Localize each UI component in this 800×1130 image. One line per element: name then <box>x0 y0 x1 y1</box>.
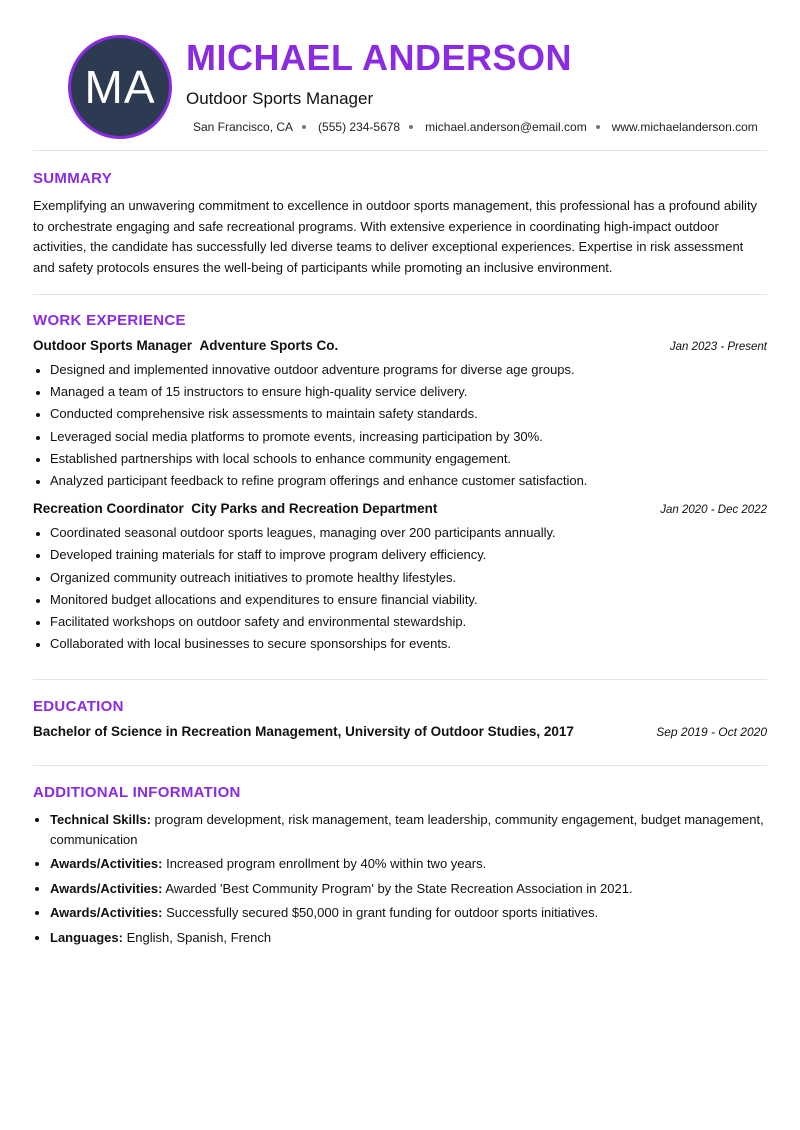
list-item: • Established partnerships with local schools to enhance community engagement. <box>50 448 767 470</box>
education-dates: Sep 2019 - Oct 2020 <box>656 725 767 740</box>
summary-heading: SUMMARY <box>33 170 113 187</box>
experience-heading: WORK EXPERIENCE <box>33 312 186 329</box>
info-label: Awards/Activities: <box>50 880 163 896</box>
job-entry <box>33 338 767 492</box>
education-entry <box>33 724 767 739</box>
list-item: • Leveraged social media platforms to promote events, increasing participation by 30%. <box>50 426 767 448</box>
list-item: • Collaborated with local businesses to secure sponsorships for events. <box>50 633 767 655</box>
candidate-name: MICHAEL ANDERSON <box>186 37 573 78</box>
job-dates: Jan 2020 - Dec 2022 <box>660 504 767 517</box>
info-label: Awards/Activities: <box>50 856 163 872</box>
list-item <box>50 879 767 899</box>
summary-section <box>33 151 767 294</box>
contact-phone: (555) 234-5678 <box>318 120 401 134</box>
separator-dot-icon <box>409 125 413 129</box>
separator-dot-icon <box>302 125 306 129</box>
contact-email[interactable]: michael.anderson@email.com <box>425 120 587 134</box>
list-item: • Coordinated seasonal outdoor sports leagues, managing over 200 participants annually. <box>50 522 767 544</box>
avatar <box>68 35 172 139</box>
education-heading: EDUCATION <box>33 698 124 716</box>
job-header <box>33 338 767 353</box>
job-header <box>33 501 767 516</box>
list-item <box>50 903 767 923</box>
job-company: Adventure Sports Co. <box>199 338 339 353</box>
contact-location: San Francisco, CA <box>193 120 294 134</box>
job-entry <box>33 501 767 655</box>
job-role: Recreation Coordinator <box>33 501 184 517</box>
list-item: • Conducted comprehensive risk assessments to maintain safety standards. <box>50 403 767 425</box>
education-degree: Bachelor of Science in Recreation Management, University of Outdoor Studies, 2017 <box>33 724 574 740</box>
info-text: English, Spanish, French <box>126 929 272 945</box>
list-item: • Organized community outreach initiatives to promote healthy lifestyles. <box>50 567 767 589</box>
list-item: • Developed training materials for staff to improve program delivery efficiency. <box>50 544 767 566</box>
list-item: • Managed a team of 15 instructors to ensure high-quality service delivery. <box>50 381 767 403</box>
contact-bar <box>193 120 758 134</box>
list-item: • Monitored budget allocations and expenditures to ensure financial viability. <box>50 589 767 611</box>
info-label: Awards/Activities: <box>50 905 163 921</box>
list-item: • Facilitated workshops on outdoor safety and environmental stewardship. <box>50 611 767 633</box>
job-dates: Jan 2023 - Present <box>669 341 767 353</box>
avatar-initials: MA <box>84 61 156 113</box>
education-section <box>33 680 767 765</box>
list-item <box>50 928 767 948</box>
info-text: Awarded 'Best Community Program' by the State Recreation Association in 2021. <box>165 880 633 896</box>
job-bullets <box>33 359 767 492</box>
info-label: Technical Skills: <box>50 812 151 828</box>
list-item: • Analyzed participant feedback to refine program offerings and enhance customer satisfaction. <box>50 470 767 492</box>
info-text: program development, risk management, team leadership, community engagement, budget management, communication <box>50 812 764 847</box>
info-text: Successfully secured $50,000 in grant funding for outdoor sports initiatives. <box>166 905 599 921</box>
job-company: City Parks and Recreation Department <box>191 501 438 517</box>
summary-text: Exemplifying an unwavering commitment to excellence in outdoor sports management, this professional has a profound ability to orchestrate engaging and safe recreational programs. With extensive experience in coordinating high-impact outdoor activities, the candidate has successfully led diverse teams to deliver exceptional experiences. Expertise in risk assessment and safety protocols ensures the well-being of participants while promoting an inclusive environment. <box>33 198 758 275</box>
additional-list <box>33 810 767 947</box>
separator-dot-icon <box>596 125 600 129</box>
info-text: Increased program enrollment by 40% within two years. <box>166 856 487 872</box>
additional-heading: ADDITIONAL INFORMATION <box>33 784 241 802</box>
experience-section <box>33 295 767 679</box>
list-item <box>50 854 767 874</box>
list-item <box>50 810 767 849</box>
list-item: • Designed and implemented innovative outdoor adventure programs for diverse age groups. <box>50 359 767 381</box>
additional-section <box>33 766 767 947</box>
job-title-company <box>33 338 338 353</box>
resume-header <box>33 0 767 150</box>
candidate-title: Outdoor Sports Manager <box>186 89 374 108</box>
job-bullets <box>33 522 767 655</box>
info-label: Languages: <box>50 929 123 945</box>
contact-website[interactable]: www.michaelanderson.com <box>611 120 758 134</box>
job-role: Outdoor Sports Manager <box>33 338 193 353</box>
job-title-company <box>33 501 437 516</box>
